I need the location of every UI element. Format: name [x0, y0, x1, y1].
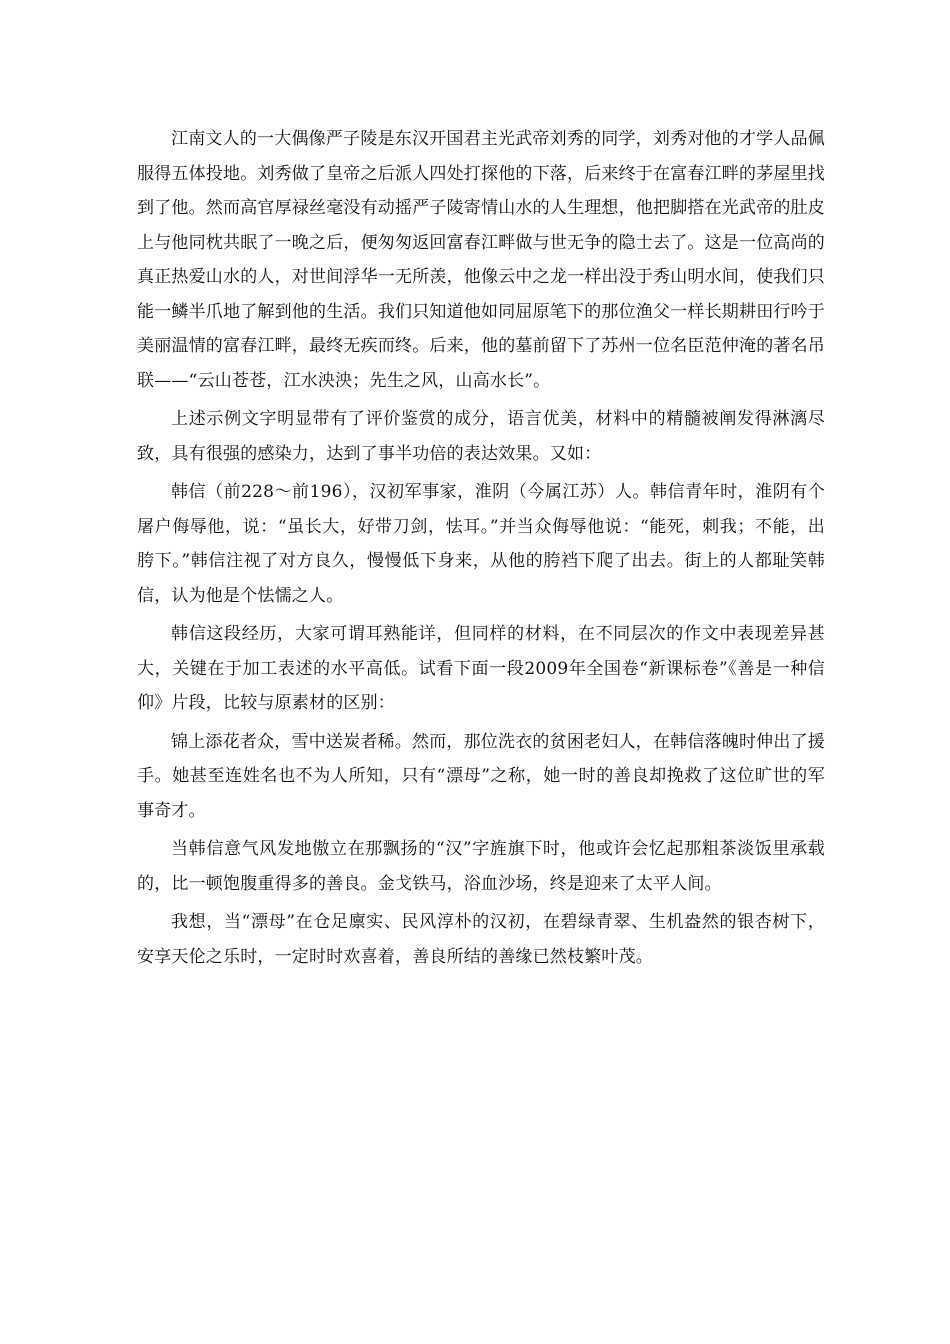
paragraph-essay-excerpt-3: 我想，当“漂母”在仓足廪实、民风淳朴的汉初，在碧绿青翠、生机盎然的银杏树下，安享天伦之乐时，一定时时欢喜着，善良所结的善缘已然枝繁叶茂。: [137, 912, 825, 967]
paragraph-essay-excerpt-1: 锦上添花者众，雪中送炭者稀。然而，那位洗衣的贫困老妇人，在韩信落魄时伸出了援手。她甚至连姓名也不为人所知，只有“漂母”之称，她一时的善良却挽救了这位旷世的军事奇才。: [137, 731, 825, 821]
paragraph-yan-ziling: 江南文人的一大偶像严子陵是东汉开国君主光武帝刘秀的同学，刘秀对他的才学人品佩服得五体投地。刘秀做了皇帝之后派人四处打探他的下落，后来终于在富春江畔的茅屋里找到了他。然而高官厚禄丝毫没有动摇严子陵寄情山水的人生理想，他把脚搭在光武帝的肚皮上与他同枕共眠了一晚之后，便匆匆返回富春江畔做与世无争的隐士去了。这是一位高尚的真正热爱山水的人，对世间浮华一无所羡，他像云中之龙一样出没于秀山明水间，使我们只能一鳞半爪地了解到他的生活。我们只知道他如同屈原笔下的那位渔父一样长期耕田行吟于美丽温情的富春江畔，最终无疾而终。后来，他的墓前留下了苏州一位名臣范仲淹的著名吊联——“云山苍苍，江水泱泱；先生之风，山高水长”。: [137, 129, 825, 391]
paragraph-essay-excerpt-2: 当韩信意气风发地傲立在那飘扬的“汉”字旌旗下时，他或许会忆起那粗茶淡饭里承载的，比一顿饱腹重得多的善良。金戈铁马，浴血沙场，终是迎来了太平人间。: [137, 839, 825, 894]
document-body: [137, 122, 825, 978]
paragraph-han-xin-source: 韩信（前228～前196），汉初军事家，淮阴（今属江苏）人。韩信青年时，淮阴有个屠户侮辱他，说：“虽长大，好带刀剑，怯耳。”并当众侮辱他说：“能死，刺我；不能，出胯下。”韩信注视了对方良久，慢慢低下身来，从他的胯裆下爬了出去。街上的人都耻笑韩信，认为他是个怯懦之人。: [137, 482, 825, 606]
paragraph-comparison-intro: 韩信这段经历，大家可谓耳熟能详，但同样的材料，在不同层次的作文中表现差异甚大，关键在于加工表述的水平高低。试看下面一段2009年全国卷“新课标卷”《善是一种信仰》片段，比较与原素材的区别：: [137, 624, 825, 713]
paragraph-commentary: 上述示例文字明显带有了评价鉴赏的成分，语言优美，材料中的精髓被阐发得淋漓尽致，具有很强的感染力，达到了事半功倍的表达效果。又如：: [137, 409, 825, 464]
